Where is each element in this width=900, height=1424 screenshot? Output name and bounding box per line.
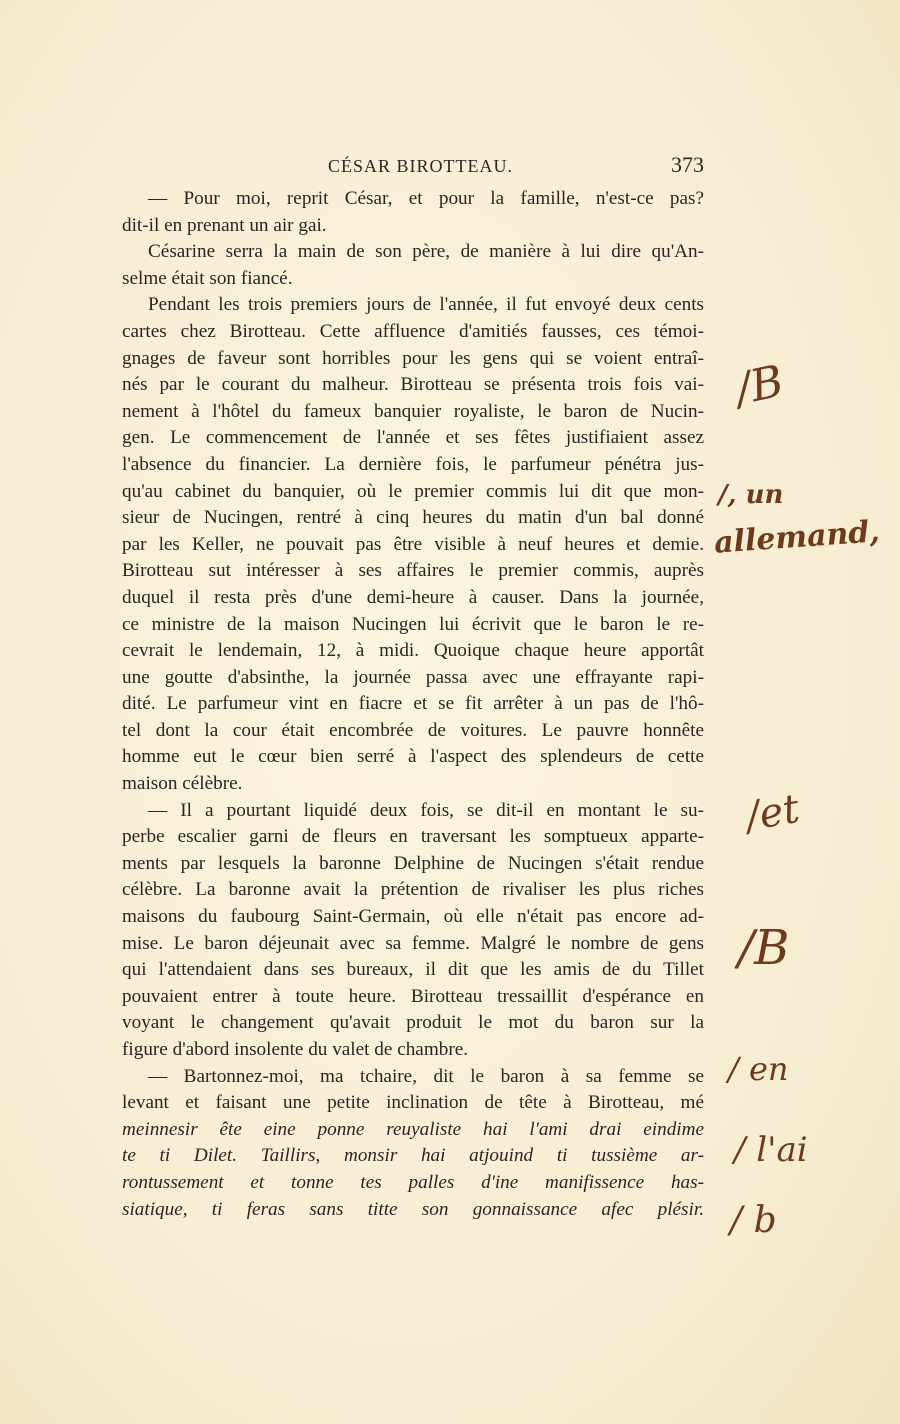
page-header <box>122 152 704 182</box>
text-line: voyant le changement qu'avait produit le mot du baron sur la <box>122 1012 704 1034</box>
text-line: célèbre. La baronne avait la prétention de rivaliser les plus riches <box>122 879 704 901</box>
correction-mark: / en <box>728 1050 789 1088</box>
text-line: cartes chez Birotteau. Cette affluence d'amitiés fausses, ces témoi- <box>122 320 704 342</box>
text-line: dit-il en prenant un air gai. <box>122 214 327 236</box>
text-line: par les Keller, ne pouvait pas être visible à neuf heures et demie. <box>122 533 704 555</box>
text-line: figure d'abord insolente du valet de chambre. <box>122 1039 469 1060</box>
running-title: CÉSAR BIROTTEAU. <box>328 156 514 176</box>
correction-mark: /B <box>738 920 790 976</box>
text-line: — Il a pourtant liquidé deux fois, se dit-il en montant le su- <box>148 799 704 821</box>
text-line: nement à l'hôtel du fameux banquier royaliste, le baron de Nucin- <box>122 400 704 422</box>
text-line: — Pour moi, reprit César, et pour la famille, n'est-ce pas? <box>148 188 704 209</box>
text-line: perbe escalier garni de fleurs en traversant les somptueux apparte- <box>122 826 704 848</box>
text-line: ments par lesquels la baronne Delphine de Nucingen s'était rendue <box>122 852 704 874</box>
page-number: 373 <box>671 152 704 177</box>
text-line: meinnesir ête eine ponne reuyaliste hai l'ami drai eindime <box>122 1118 704 1140</box>
text-line: maison célèbre. <box>122 773 243 795</box>
text-line: nés par le courant du malheur. Birotteau se présenta trois fois vai- <box>122 374 704 396</box>
text-line: cevrait le lendemain, 12, à midi. Quoique chaque heure apportât <box>122 640 704 662</box>
text-line: tel dont la cour était encombrée de voitures. Le pauvre honnête <box>122 719 704 741</box>
text-line: maisons du faubourg Saint-Germain, où elle n'était pas encore ad- <box>122 906 704 928</box>
text-line: selme était son fiancé. <box>122 267 293 289</box>
text-line: gnages de faveur sont horribles pour les gens qui se voient entraî- <box>122 347 704 369</box>
correction-mark: / b <box>730 1200 777 1241</box>
text-line: levant et faisant une petite inclination de tête à Birotteau, mé <box>122 1092 704 1114</box>
correction-mark: /B <box>731 355 788 416</box>
text-line: pouvaient entrer à toute heure. Birotteau tressaillit d'espérance en <box>122 985 704 1007</box>
text-line: mise. Le baron déjeunait avec sa femme. Malgré le nombre de gens <box>122 932 704 954</box>
text-line: siatique, ti feras sans titte son gonnaissance afec plésir. <box>122 1198 704 1220</box>
text-line: duquel il resta près d'une demi-heure à causer. Dans la journée, <box>122 586 704 608</box>
text-line: qu'au cabinet du banquier, où le premier commis lui dit que mon- <box>122 480 704 502</box>
text-line: Birotteau sut intéresser à ses affaires le premier commis, auprès <box>122 560 704 582</box>
text-line: — Bartonnez-moi, ma tchaire, dit le baron à sa femme se <box>148 1065 704 1087</box>
text-line: dité. Le parfumeur vint en fiacre et se fit arrêter à un pas de l'hô- <box>122 693 704 715</box>
margin-corrections <box>700 355 900 1260</box>
text-line: homme eut le cœur bien serré à l'aspect des splendeurs de cette <box>122 746 704 768</box>
text-line: ce ministre de la maison Nucingen lui écrivit que le baron le re- <box>122 613 704 635</box>
text-line: une goutte d'absinthe, la journée passa avec une effrayante rapi- <box>122 666 704 688</box>
text-line: Césarine serra la main de son père, de manière à lui dire qu'An- <box>148 241 704 263</box>
correction-mark: /, un <box>718 480 784 510</box>
text-line: gen. Le commencement de l'année et ses fêtes justifiaient assez <box>122 427 704 449</box>
correction-mark: allemand, <box>712 514 881 561</box>
text-line: sieur de Nucingen, rentré à cinq heures du matin d'un bal donné <box>122 507 704 529</box>
text-line: te ti Dilet. Taillirs, monsir hai atjouind ti tussième ar- <box>122 1145 704 1167</box>
text-line: rontussement et tonne tes palles d'ine manifissence has- <box>122 1171 704 1193</box>
correction-mark: /et <box>742 785 803 841</box>
text-line: l'absence du financier. La dernière fois, le parfumeur pénétra jus- <box>122 453 704 475</box>
text-line: Pendant les trois premiers jours de l'année, il fut envoyé deux cents <box>148 294 704 316</box>
correction-mark: / l'ai <box>734 1130 808 1170</box>
text-line: qui l'attendaient dans ses bureaux, il dit que les amis de du Tillet <box>122 959 704 981</box>
body-text <box>122 186 704 1223</box>
